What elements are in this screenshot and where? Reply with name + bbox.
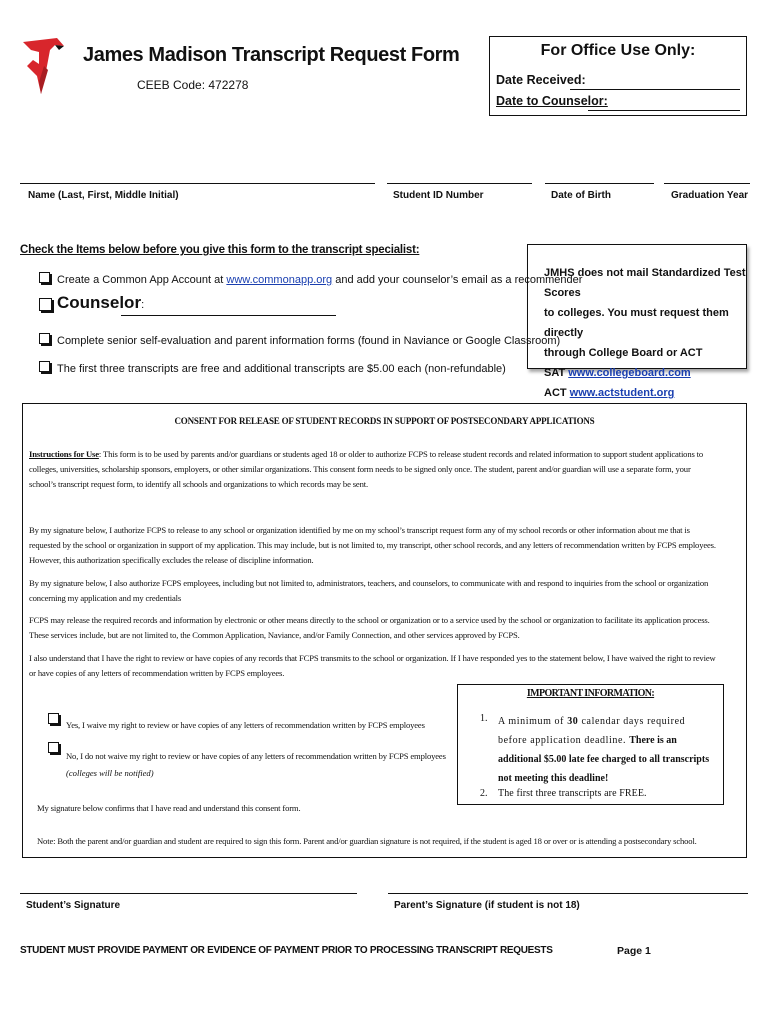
student-id-label: Student ID Number xyxy=(393,190,484,201)
consent-title: CONSENT FOR RELEASE OF STUDENT RECORDS IN SUPPORT OF POSTSECONDARY APPLICATIONS xyxy=(174,416,595,426)
commonapp-text-post: and add your counselor’s email as a recommender xyxy=(332,274,583,286)
payment-notice: STUDENT MUST PROVIDE PAYMENT OR EVIDENCE OF PAYMENT PRIOR TO PROCESSING TRANSCRIPT REQUESTS xyxy=(20,945,553,956)
name-label: Name (Last, First, Middle Initial) xyxy=(28,190,179,201)
school-logo xyxy=(17,36,67,98)
important-item-1-number: 1. xyxy=(480,713,488,724)
dob-label: Date of Birth xyxy=(551,190,611,201)
test-scores-line1: JMHS does not mail Standardized Test Scores xyxy=(544,267,746,299)
consent-note: Note: Both the parent and/or guardian and student are required to sign this form. Parent and/or guardian signature is not required, if the student is aged 18 or over or is attending a postsecondary school. xyxy=(37,836,697,846)
sat-row xyxy=(544,363,746,383)
important-info-box xyxy=(457,684,724,805)
parent-signature-label: Parent’s Signature (if student is not 18) xyxy=(394,900,580,911)
commonapp-text: Create a Common App Account at xyxy=(57,274,227,286)
important-item-1-c: calendar days required before application deadline. xyxy=(498,716,686,746)
important-item-1-late-fee: There is an additional $5.00 late fee charged to all transcripts not meeting this deadline! xyxy=(498,735,710,784)
important-item-1-days: 30 xyxy=(567,716,579,727)
test-scores-text xyxy=(544,263,746,403)
form-title: James Madison Transcript Request Form xyxy=(83,44,460,66)
date-counselor-label: Date to Counselor: xyxy=(496,94,608,108)
checkbox-waive-yes[interactable] xyxy=(48,713,59,724)
checklist-item-counselor xyxy=(57,293,144,313)
sat-link[interactable]: www.collegeboard.com xyxy=(568,367,691,379)
grad-year-label: Graduation Year xyxy=(671,190,749,201)
grad-year-field[interactable] xyxy=(664,183,750,184)
office-use-box xyxy=(489,36,747,116)
act-link[interactable]: www.actstudent.org xyxy=(569,387,675,399)
checkbox-waive-no[interactable] xyxy=(48,742,59,753)
page-number: Page 1 xyxy=(617,945,651,957)
checkbox-counselor[interactable] xyxy=(39,298,52,311)
instructions-label: Instructions for Use xyxy=(29,449,99,459)
waive-yes-label: Yes, I waive my right to review or have copies of any letters of recommendation written by FCPS employees xyxy=(66,720,425,730)
important-title: IMPORTANT INFORMATION: xyxy=(526,688,655,699)
act-label: ACT xyxy=(544,387,570,399)
date-received-line[interactable] xyxy=(570,89,740,90)
parent-signature-line[interactable] xyxy=(388,893,748,894)
consent-para-2: By my signature below, I also authorize FCPS employees, including but not limited to, administrators, teachers, and counselors, to communicate with and respond to inquiries from the school or organization concerning my application and my credentials xyxy=(29,578,709,604)
important-item-1 xyxy=(498,712,716,788)
waive-no-note: (colleges will be notified) xyxy=(66,768,154,778)
checklist-heading: Check the Items below before you give this form to the transcript specialist: xyxy=(20,244,420,256)
act-row xyxy=(544,383,746,403)
sat-label: SAT xyxy=(544,367,569,379)
consent-confirm: My signature below confirms that I have read and understand this consent form. xyxy=(37,803,301,813)
date-received-label: Date Received: xyxy=(496,73,586,87)
dob-field[interactable] xyxy=(545,183,654,184)
checklist-item-self-eval: Complete senior self-evaluation and parent information forms (found in Naviance or Google Classroom) xyxy=(57,335,561,347)
checkbox-commonapp[interactable] xyxy=(39,272,50,283)
commonapp-link[interactable]: www.commonapp.org xyxy=(226,274,333,286)
checkbox-self-eval[interactable] xyxy=(39,333,50,344)
counselor-colon: : xyxy=(141,299,145,311)
date-counselor-line[interactable] xyxy=(588,110,740,111)
test-scores-box xyxy=(527,244,747,399)
test-scores-line3: through College Board or ACT xyxy=(544,347,703,359)
consent-para-1: By my signature below, I authorize FCPS to release to any school or organization identified by me on my school’s transcript request form any of my school records or other information about me that is requested by the school or organization in support of my application. This may include, but is not limited to, my transcript, other school records, and any letters of recommendation written by FCPS employees. However, this authorization specifically excludes the release of discipline information. xyxy=(29,525,716,566)
checkbox-transcripts[interactable] xyxy=(39,361,50,372)
name-field[interactable] xyxy=(20,183,375,184)
ceeb-code: CEEB Code: 472278 xyxy=(137,78,249,92)
consent-para-4: I also understand that I have the right to review or have copies of any records that FCPS transmits to the school or organization. If I have responded yes to the statement below, I have waived the right to review or have copies of any letters of recommendation written by FCPS employees. xyxy=(29,653,716,679)
checklist-item-commonapp xyxy=(57,274,582,286)
counselor-label: Counselor xyxy=(57,293,142,312)
counselor-name-field[interactable] xyxy=(121,315,336,316)
checklist-item-transcripts: The first three transcripts are free and additional transcripts are $5.00 each (non-refundable) xyxy=(57,363,506,375)
student-id-field[interactable] xyxy=(387,183,532,184)
consent-para-3: FCPS may release the required records and information by electronic or other means directly to the school or organization or to a service used by the school or organization to facilitate its application process. These services include, but are not limited to, the Common Application, Naviance, and/or Family Connection, and other services approved by FCPS. xyxy=(29,615,710,641)
waive-no-label: No, I do not waive my right to review or have copies of any letters of recommendation written by FCPS employees xyxy=(66,751,446,761)
student-signature-label: Student’s Signature xyxy=(26,900,121,911)
test-scores-line2: to colleges. You must request them directly xyxy=(544,307,729,339)
important-item-2-number: 2. xyxy=(480,788,488,799)
office-use-title: For Office Use Only: xyxy=(540,42,696,59)
important-item-2: The first three transcripts are FREE. xyxy=(498,788,647,799)
important-item-1-a: A minimum of xyxy=(498,716,568,727)
student-signature-line[interactable] xyxy=(20,893,357,894)
consent-instructions xyxy=(29,447,719,493)
instructions-text: : This form is to be used by parents and/or guardians or students aged 18 or older to authorize FCPS to release student records and related information to support student applications to colleges, universities, scholarship sponsors, employers, or other similar organizations. This consent form needs to be signed only once. The student, parent and/or guardian will use a separate form, your school’s transcript request form, to identify all schools and organizations to which records may be sent. xyxy=(29,449,704,490)
